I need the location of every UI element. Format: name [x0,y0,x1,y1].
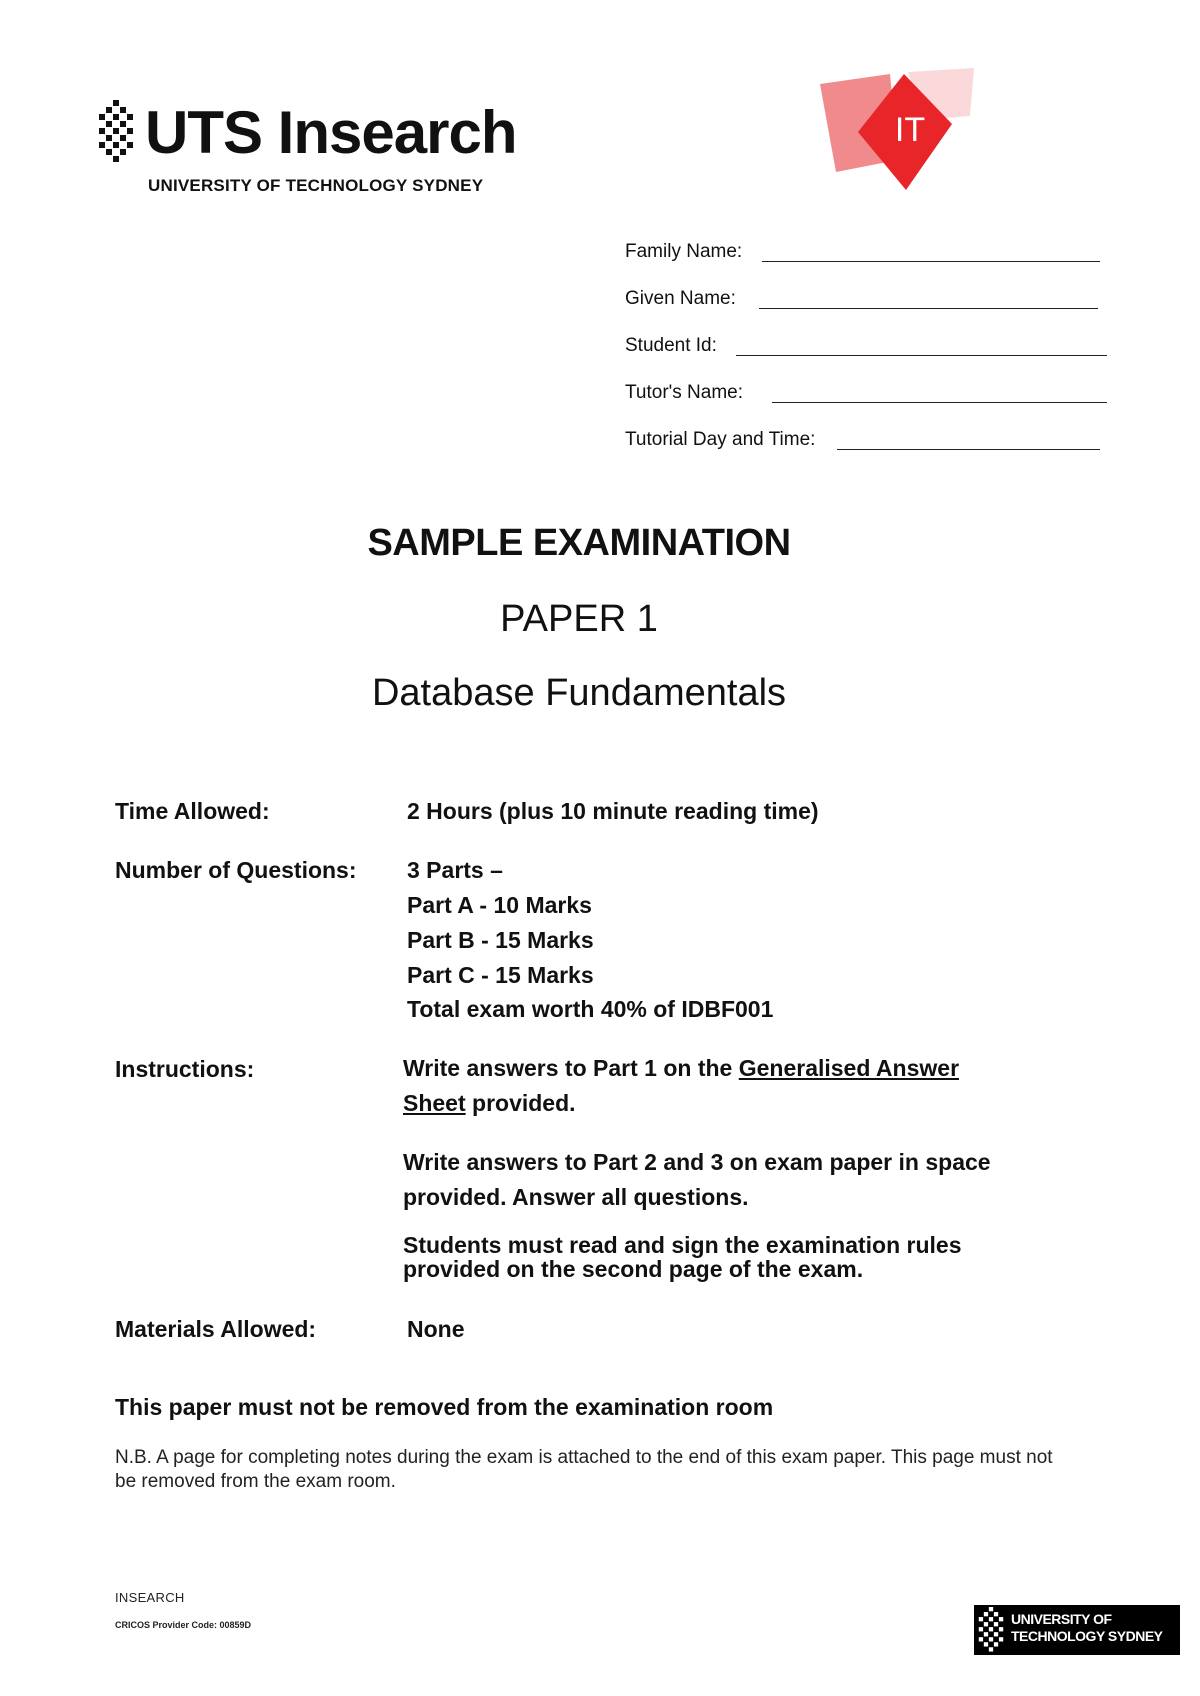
instruction-part1-post: provided. [465,1090,576,1116]
questions-line: Part B - 15 Marks [407,927,594,953]
uts-crest-icon [977,1607,1005,1653]
materials-value: None [407,1316,465,1342]
subject-title: Database Fundamentals [371,672,787,714]
questions-line: 3 Parts – [407,857,503,883]
answer-sheet-link: Generalised Answer Sheet [403,1055,960,1116]
given-name-label: Given Name: [625,288,736,309]
uts-footer-wordmark [1011,1611,1163,1645]
family-name-field [625,241,1100,263]
tutor-name-label: Tutor's Name: [625,382,744,403]
given-name-line[interactable] [759,308,1098,309]
time-allowed-label: Time Allowed: [115,798,270,824]
tutorial-time-label: Tutorial Day and Time: [625,429,816,450]
uts-crest-icon [98,100,134,164]
materials-label: Materials Allowed: [115,1316,317,1342]
student-id-label: Student Id: [625,335,717,356]
cricos-code: CRICOS Provider Code: 00859D [115,1620,252,1630]
questions-line: Part C - 15 Marks [407,962,594,988]
brand-subtitle: UNIVERSITY OF TECHNOLOGY SYDNEY [148,176,484,195]
uts-footer-line2: TECHNOLOGY SYDNEY [1011,1628,1163,1644]
uts-footer-line1: UNIVERSITY OF [1011,1611,1112,1627]
uts-footer-logo [974,1605,1180,1655]
it-badge-label: IT [894,111,926,149]
tutor-name-field [625,382,1107,404]
questions-line: Total exam worth 40% of IDBF001 [407,996,774,1022]
family-name-label: Family Name: [625,241,743,262]
questions-label: Number of Questions: [115,857,357,883]
nb-note: N.B. A page for completing notes during the exam is attached to the end of this exam paper. This page must not be removed from the exam room. [115,1447,1053,1492]
instruction-part2: Write answers to Part 2 and 3 on exam paper in space provided. Answer all questions. [403,1149,991,1210]
exam-title: SAMPLE EXAMINATION [367,522,791,564]
paper-number: PAPER 1 [500,598,658,640]
footer-org: INSEARCH [115,1590,185,1605]
tutorial-time-line[interactable] [837,449,1100,450]
tutorial-time-field [625,429,1100,451]
student-id-line[interactable] [736,355,1107,356]
instruction-part1 [403,1051,1023,1121]
given-name-field [625,288,1100,310]
questions-line: Part A - 10 Marks [407,892,592,918]
student-id-field [625,335,1107,357]
it-faculty-logo [818,68,998,198]
uts-insearch-logo [98,98,528,198]
family-name-line[interactable] [762,261,1100,262]
instruction-rules: Students must read and sign the examination rules provided on the second page of the exam. [403,1232,962,1282]
instructions-label: Instructions: [115,1056,255,1082]
tutor-name-line[interactable] [772,402,1107,403]
instruction-part1-pre: Write answers to Part 1 on the [403,1055,739,1081]
removal-warning: This paper must not be removed from the examination room [115,1394,774,1420]
brand-wordmark: UTS Insearch [145,99,517,166]
time-allowed-value: 2 Hours (plus 10 minute reading time) [407,798,819,824]
